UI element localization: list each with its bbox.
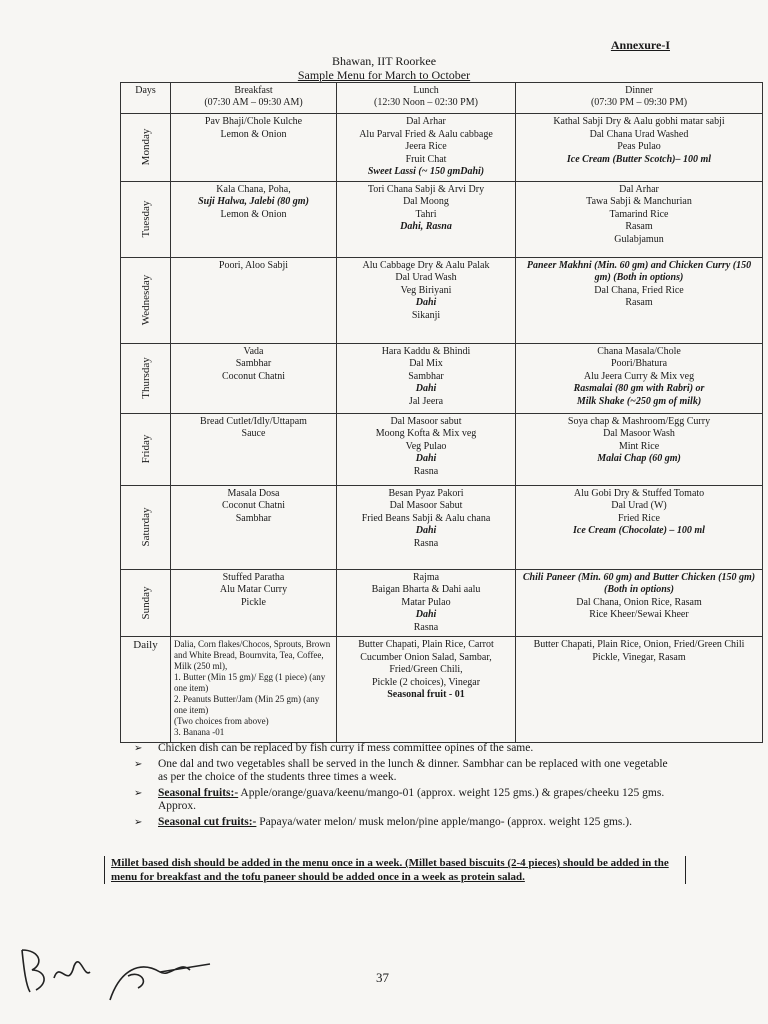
day-cell	[121, 413, 171, 485]
menu-item: Rasna	[413, 621, 439, 633]
menu-item: Fried Rice	[618, 512, 660, 524]
day-label: Sunday	[139, 586, 152, 620]
menu-item: Lemon & Onion	[220, 208, 287, 220]
day-cell	[121, 637, 171, 743]
menu-item: Pav Bhaji/Chole Kulche	[204, 116, 303, 127]
table-row	[121, 257, 763, 343]
dinner-cell	[516, 181, 763, 257]
menu-item: Sauce	[241, 428, 266, 439]
menu-item: Dahi	[415, 525, 437, 536]
breakfast-cell	[171, 114, 337, 182]
menu-item: Coconut Chatni	[221, 370, 286, 382]
day-label: Friday	[139, 434, 152, 464]
menu-item: Suji Halwa, Jalebi (80 gm)	[198, 196, 309, 207]
note-item	[134, 787, 674, 814]
table-row	[121, 114, 763, 182]
day-cell	[121, 257, 171, 343]
menu-item: Stuffed Paratha	[222, 571, 285, 583]
day-label: Wednesday	[139, 274, 152, 326]
note-text: Apple/orange/guava/keenu/mango-01 (approx. weight 125 gms.) & grapes/cheeku 125 gms. Approx.	[158, 786, 665, 812]
breakfast-cell	[171, 343, 337, 413]
menu-item: Jeera Rice	[405, 141, 447, 152]
menu-item: Rasna	[413, 537, 439, 549]
lunch-cell	[337, 257, 516, 343]
menu-item: Rasam	[625, 221, 653, 232]
menu-item: Tahri	[415, 208, 437, 220]
menu-item: Dalia, Corn flakes/Chocos, Sprouts, Brown and White Bread, Bournvita, Tea, Coffee, Milk (250 ml),	[174, 639, 331, 671]
page-number: 37	[376, 970, 389, 985]
dinner-cell	[516, 569, 763, 637]
menu-item: Seasonal fruit - 01	[387, 689, 465, 700]
menu-item: Dahi	[415, 453, 437, 464]
dinner-cell	[516, 637, 763, 743]
signature-marks	[10, 930, 230, 1010]
menu-item: Poori/Bhatura	[610, 358, 668, 369]
menu-item: Alu Parval Fried & Aalu cabbage	[359, 128, 493, 140]
menu-item: Bread Cutlet/Idly/Uttapam	[200, 415, 307, 427]
col-header-breakfast: Breakfast (07:30 AM – 09:30 AM)	[171, 83, 337, 114]
table-row	[121, 181, 763, 257]
lunch-cell	[337, 569, 516, 637]
table-row	[121, 343, 763, 413]
menu-item: Dal Moong	[403, 196, 449, 207]
menu-item: Dal Urad Wash	[395, 272, 457, 283]
menu-item: Matar Pulao	[401, 596, 451, 608]
day-label: Tuesday	[139, 200, 152, 238]
menu-table	[120, 82, 763, 743]
dinner-cell	[516, 343, 763, 413]
menu-item: Jal Jeera	[408, 395, 444, 407]
menu-item: Milk Shake (~250 gm of milk)	[576, 395, 702, 407]
menu-item: 2. Peanuts Butter/Jam (Min 25 gm) (any one item)	[174, 694, 320, 715]
dinner-cell	[516, 413, 763, 485]
menu-item: Fried Beans Sabji & Aalu chana	[361, 512, 491, 524]
menu-item: Chana Masala/Chole	[597, 345, 681, 357]
menu-item: Lemon & Onion	[220, 128, 287, 140]
table-row	[121, 569, 763, 637]
menu-item: 1. Butter (Min 15 gm)/ Egg (1 piece) (any one item)	[174, 672, 326, 693]
day-label: Monday	[139, 128, 152, 166]
breakfast-cell	[171, 485, 337, 569]
menu-item: Sikanji	[411, 309, 441, 321]
menu-item: Dal Arhar	[619, 183, 659, 195]
day-cell	[121, 114, 171, 182]
menu-item: Hara Kaddu & Bhindi	[381, 345, 471, 357]
menu-item: Alu Matar Curry	[219, 584, 288, 595]
menu-item: Ice Cream (Butter Scotch)– 100 ml	[566, 153, 712, 165]
millet-note-box: Millet based dish should be added in the menu once in a week. (Millet based biscuits (2-4 pieces) should be added in the menu for breakfast and the tofu paneer should be added once in a week as protein salad.	[104, 856, 686, 884]
menu-item: Dal Mix	[409, 358, 443, 369]
menu-item: Poori, Aloo Sabji	[218, 259, 289, 271]
menu-item: Dal Masoor Wash	[603, 428, 675, 439]
day-label: Thursday	[139, 357, 152, 399]
table-header-row	[121, 83, 763, 114]
breakfast-cell	[171, 637, 337, 743]
breakfast-cell	[171, 413, 337, 485]
dinner-cell	[516, 485, 763, 569]
menu-item: Baigan Bharta & Dahi aalu	[371, 584, 481, 595]
menu-item: Butter Chapati, Plain Rice, Carrot Cucumber Onion Salad, Sambar, Fried/Green Chili,	[358, 639, 494, 675]
menu-item: Mint Rice	[618, 440, 660, 452]
menu-item: Rice Kheer/Sewai Kheer	[589, 609, 689, 620]
menu-item: Alu Cabbage Dry & Aalu Palak	[362, 259, 490, 271]
menu-item: Chili Paneer (Min. 60 gm) and Butter Chicken (150 gm) (Both in options)	[522, 571, 756, 595]
notes-list	[134, 742, 674, 831]
hostel-title: Bhawan, IIT Roorkee	[331, 54, 437, 68]
breakfast-cell	[171, 257, 337, 343]
menu-item: Alu Jeera Curry & Mix veg	[583, 370, 695, 382]
menu-item: Alu Gobi Dry & Stuffed Tomato	[573, 487, 705, 499]
menu-item: Dal Masoor Sabut	[389, 500, 463, 511]
menu-item: Ice Cream (Chocolate) – 100 ml	[573, 525, 705, 536]
menu-item: Dal Arhar	[406, 116, 446, 127]
col-header-lunch: Lunch (12:30 Noon – 02:30 PM)	[337, 83, 516, 114]
menu-item: Pickle, Vinegar, Rasam	[592, 651, 686, 663]
menu-item: Veg Biriyani	[400, 284, 452, 296]
day-label: Daily	[133, 639, 158, 651]
col-header-dinner: Dinner (07:30 PM – 09:30 PM)	[516, 83, 763, 114]
day-cell	[121, 569, 171, 637]
lunch-cell	[337, 637, 516, 743]
menu-item: Besan Pyaz Pakori	[388, 487, 464, 499]
menu-item: Moong Kofta & Mix veg	[375, 428, 477, 439]
lunch-cell	[337, 413, 516, 485]
note-text: Chicken dish can be replaced by fish curry if mess committee opines of the same.	[158, 742, 534, 754]
menu-item: Vada	[243, 345, 264, 357]
dinner-cell	[516, 114, 763, 182]
menu-item: Dal Masoor sabut	[390, 415, 462, 427]
menu-item: Sambhar	[408, 370, 444, 382]
menu-item: Dahi	[415, 383, 437, 394]
note-item	[134, 742, 674, 756]
lunch-cell	[337, 114, 516, 182]
table-row	[121, 413, 763, 485]
day-cell	[121, 181, 171, 257]
menu-item: Sambhar	[235, 512, 272, 524]
arrow-bullet-icon: ➢	[134, 758, 143, 770]
menu-item: Gulabjamun	[614, 233, 664, 245]
menu-item: Malai Chap (60 gm)	[597, 453, 681, 464]
note-item	[134, 758, 674, 785]
menu-item: Peas Pulao	[617, 141, 661, 152]
menu-item: (Two choices from above)	[174, 716, 269, 726]
day-label: Saturday	[139, 507, 152, 547]
lunch-cell	[337, 485, 516, 569]
breakfast-cell	[171, 569, 337, 637]
menu-item: Sweet Lassi (~ 150 gmDahi)	[367, 166, 485, 177]
menu-item: Dahi	[415, 297, 437, 308]
menu-item: Coconut Chatni	[221, 500, 286, 511]
menu-item: Tamarind Rice	[609, 208, 669, 220]
note-text: One dal and two vegetables shall be served in the lunch & dinner. Sambhar can be replaced with one vegetable as per the choice of the students three times a week.	[158, 757, 668, 783]
menu-item: Paneer Makhni (Min. 60 gm) and Chicken Curry (150 gm) (Both in options)	[526, 259, 752, 283]
menu-item: Kathal Sabji Dry & Aalu gobhi matar sabji	[553, 116, 725, 127]
dinner-cell	[516, 257, 763, 343]
menu-item: Dal Chana Urad Washed	[589, 128, 689, 140]
menu-item: Rasam	[625, 297, 653, 308]
menu-item: Dahi, Rasna	[400, 221, 452, 232]
menu-item: Dahi	[415, 609, 437, 620]
menu-item: Sambhar	[235, 358, 272, 369]
menu-item: Pickle (2 choices), Vinegar	[371, 676, 481, 688]
menu-item: 3. Banana -01	[174, 727, 225, 737]
menu-item: Dal Chana, Fried Rice	[594, 284, 684, 296]
arrow-bullet-icon: ➢	[134, 787, 143, 799]
arrow-bullet-icon: ➢	[134, 816, 143, 828]
menu-item: Dal Urad (W)	[611, 500, 667, 511]
lunch-cell	[337, 343, 516, 413]
menu-item: Rajma	[412, 571, 440, 583]
menu-item: Tori Chana Sabji & Arvi Dry	[367, 183, 485, 195]
menu-item: Veg Pulao	[405, 440, 447, 452]
note-text: Papaya/water melon/ musk melon/pine apple/mango- (approx. weight 125 gms.).	[256, 815, 632, 828]
menu-item: Soya chap & Mashroom/Egg Curry	[567, 415, 711, 427]
note-label: Seasonal cut fruits:-	[158, 815, 257, 828]
note-label: Seasonal fruits:-	[158, 786, 239, 799]
table-row	[121, 485, 763, 569]
menu-item: Butter Chapati, Plain Rice, Onion, Fried/Green Chili	[533, 639, 745, 650]
menu-item: Tawa Sabji & Manchurian	[586, 196, 692, 207]
menu-item: Dal Chana, Onion Rice, Rasam	[576, 596, 702, 608]
menu-item: Rasna	[413, 465, 439, 477]
annexure-label: Annexure-I	[610, 38, 670, 52]
day-cell	[121, 485, 171, 569]
menu-item: Fruit Chat	[405, 153, 447, 165]
breakfast-cell	[171, 181, 337, 257]
menu-item: Rasmalai (80 gm with Rabri) or	[573, 383, 705, 394]
lunch-cell	[337, 181, 516, 257]
menu-title: Sample Menu for March to October	[297, 68, 471, 82]
menu-item: Pickle	[241, 596, 266, 608]
day-cell	[121, 343, 171, 413]
menu-item: Kala Chana, Poha,	[216, 183, 291, 195]
col-header-days: Days	[121, 83, 171, 114]
menu-item: Masala Dosa	[227, 487, 280, 499]
table-row	[121, 637, 763, 743]
arrow-bullet-icon: ➢	[134, 743, 143, 754]
note-item	[134, 816, 674, 830]
